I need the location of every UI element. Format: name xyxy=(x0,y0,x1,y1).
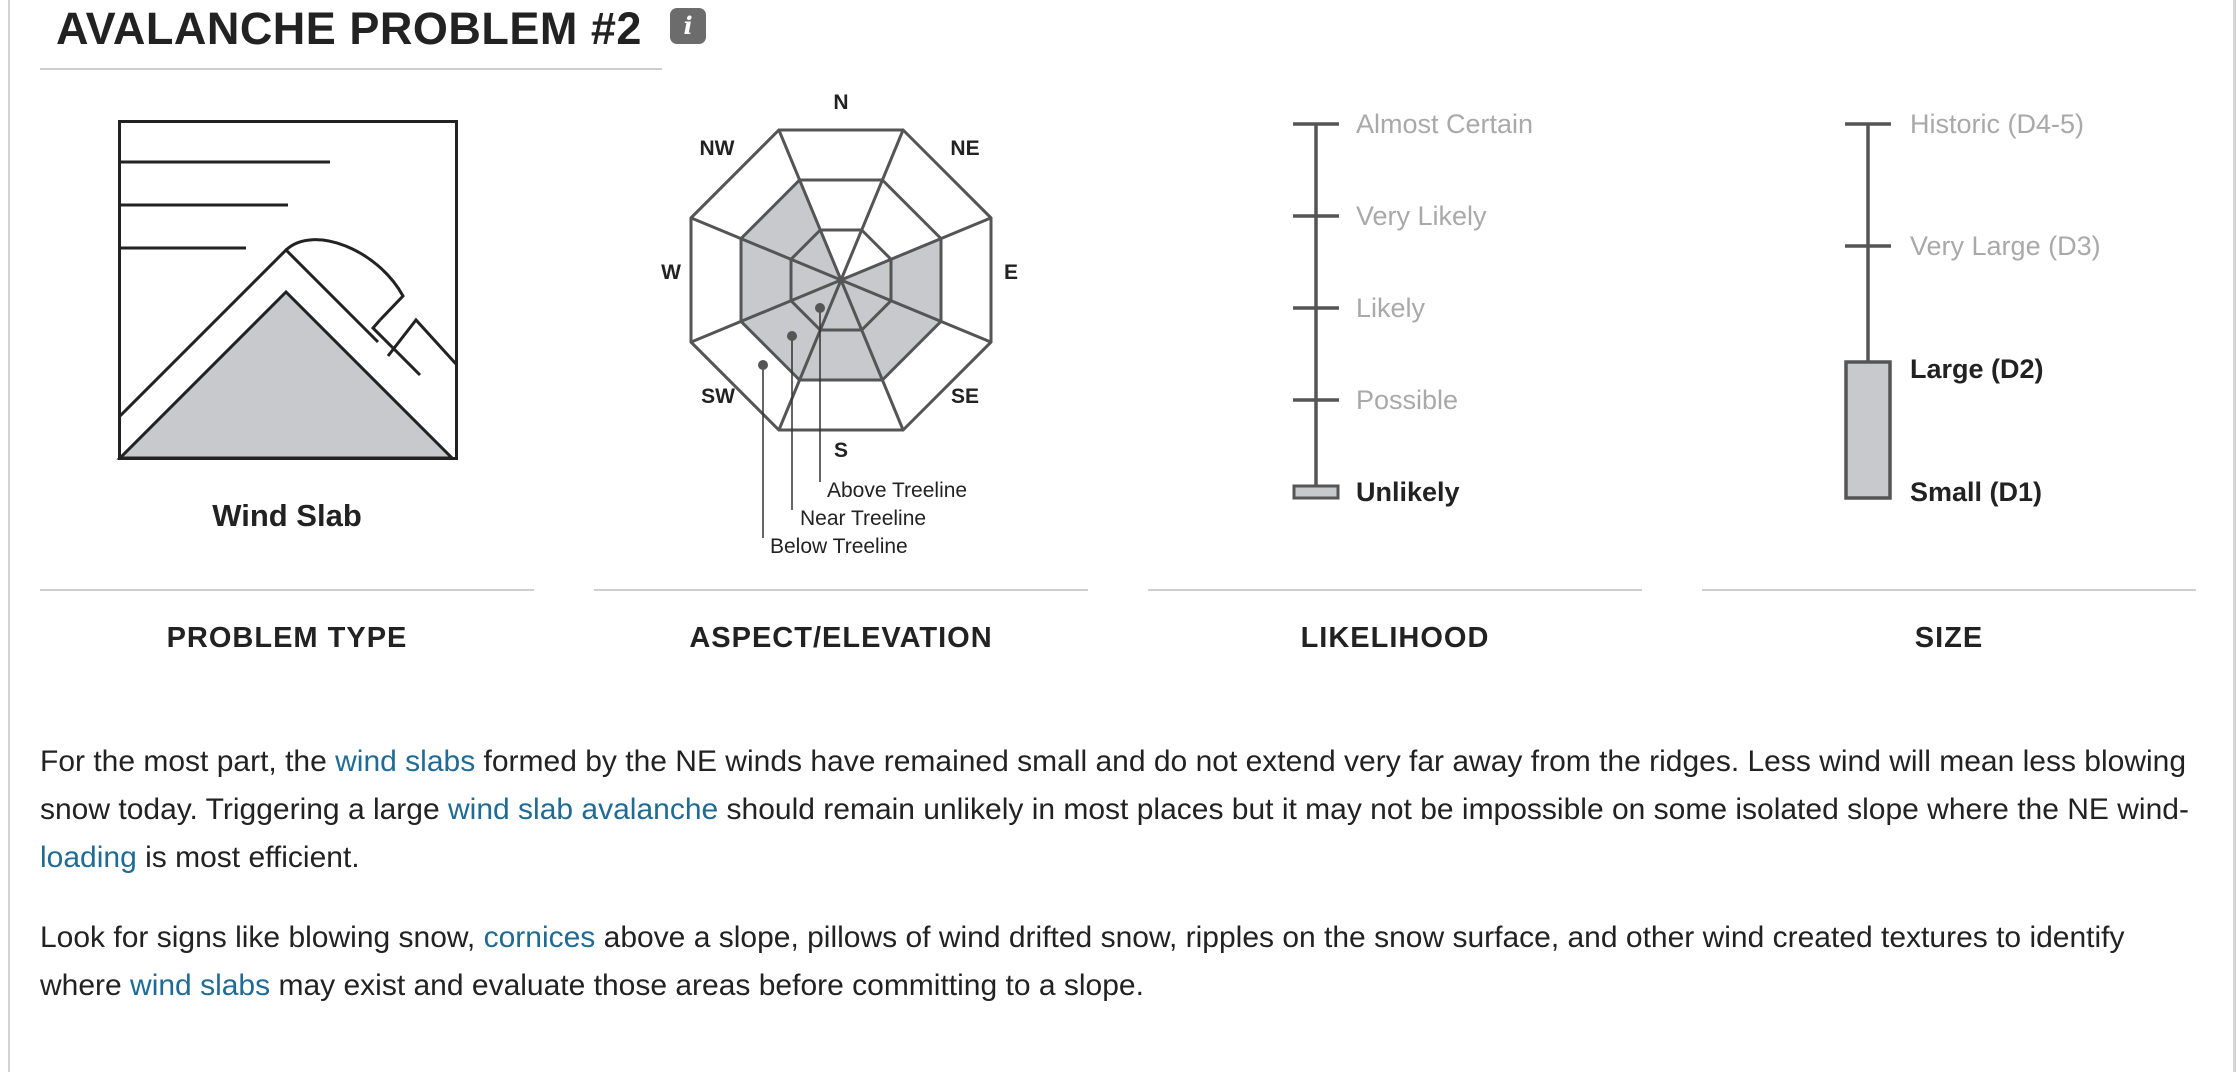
description-text: should remain unlikely in most places but it may not be impossible on some isolated slope where the NE wind- xyxy=(718,793,2189,826)
size-very-large: Very Large (D3) xyxy=(1910,231,2101,261)
wind-slab-avalanche-link[interactable]: wind slab avalanche xyxy=(448,793,719,826)
likelihood-almost-certain: Almost Certain xyxy=(1356,109,1534,139)
below-treeline-leader-dot xyxy=(758,360,768,370)
likelihood-possible: Possible xyxy=(1356,385,1459,415)
wind-slabs-link[interactable]: wind slabs xyxy=(335,745,476,778)
likelihood-very-likely: Very Likely xyxy=(1356,201,1487,231)
size-historic: Historic (D4-5) xyxy=(1910,109,2085,139)
aspect-elevation-divider xyxy=(594,589,1088,591)
description-text: above a slope, pillows of wind drifted snow, ripples on the snow surface, and other wind created textures to identify where xyxy=(40,921,2125,1002)
legend-near-treeline: Near Treeline xyxy=(800,507,927,530)
size-scale xyxy=(1830,100,2230,520)
near-treeline-leader-dot xyxy=(787,331,797,341)
likelihood-unlikely: Unlikely xyxy=(1356,477,1460,507)
description-text: formed by the NE winds have remained small and do not extend very far away from the ridges. Less wind will mean less blowing snow today. Triggering a large xyxy=(40,745,2187,826)
direction-s-label: S xyxy=(833,439,849,462)
description-text: Look for signs like blowing snow, xyxy=(40,921,484,954)
likelihood-divider xyxy=(1148,589,1642,591)
above-treeline-leader-dot xyxy=(815,303,825,313)
problem-type-label: Wind Slab xyxy=(212,498,362,533)
legend-below-treeline: Below Treeline xyxy=(770,535,908,558)
size-small: Small (D1) xyxy=(1910,477,2043,507)
description-paragraph-1 xyxy=(40,738,2190,882)
size-divider xyxy=(1702,589,2196,591)
direction-se-label: SE xyxy=(950,385,980,408)
description-text: may exist and evaluate those areas before committing to a slope. xyxy=(270,969,1144,1002)
direction-w-label: W xyxy=(661,261,681,284)
likelihood-likely: Likely xyxy=(1356,293,1426,323)
wind-slab-icon xyxy=(118,120,458,460)
direction-ne-label: NE xyxy=(950,137,980,160)
description-paragraph-2 xyxy=(40,914,2190,1010)
left-frame-border xyxy=(8,0,10,1072)
likelihood-caption: LIKELIHOOD xyxy=(1300,622,1490,654)
problem-type-divider xyxy=(40,589,534,591)
direction-n-label: N xyxy=(833,91,849,114)
problem-header xyxy=(40,0,662,70)
problem-type-caption: PROBLEM TYPE xyxy=(166,622,408,654)
aspect-elevation-rose xyxy=(640,90,1040,570)
direction-nw-label: NW xyxy=(699,137,735,160)
page-title: AVALANCHE PROBLEM #2 xyxy=(56,3,642,54)
legend-above-treeline: Above Treeline xyxy=(827,479,968,502)
wind-slabs-link[interactable]: wind slabs xyxy=(130,969,271,1002)
direction-sw-label: SW xyxy=(701,385,735,408)
description-text: For the most part, the xyxy=(40,745,336,778)
aspect-elevation-caption: ASPECT/ELEVATION xyxy=(689,622,993,654)
likelihood-scale xyxy=(1280,100,1700,520)
direction-e-label: E xyxy=(1003,261,1019,284)
loading-link[interactable]: loading xyxy=(40,841,137,874)
size-large: Large (D2) xyxy=(1910,354,2044,384)
description-text: is most efficient. xyxy=(136,841,360,874)
size-caption: SIZE xyxy=(1914,622,1984,654)
cornices-link[interactable]: cornices xyxy=(483,921,596,954)
info-icon[interactable]: i xyxy=(670,8,706,44)
